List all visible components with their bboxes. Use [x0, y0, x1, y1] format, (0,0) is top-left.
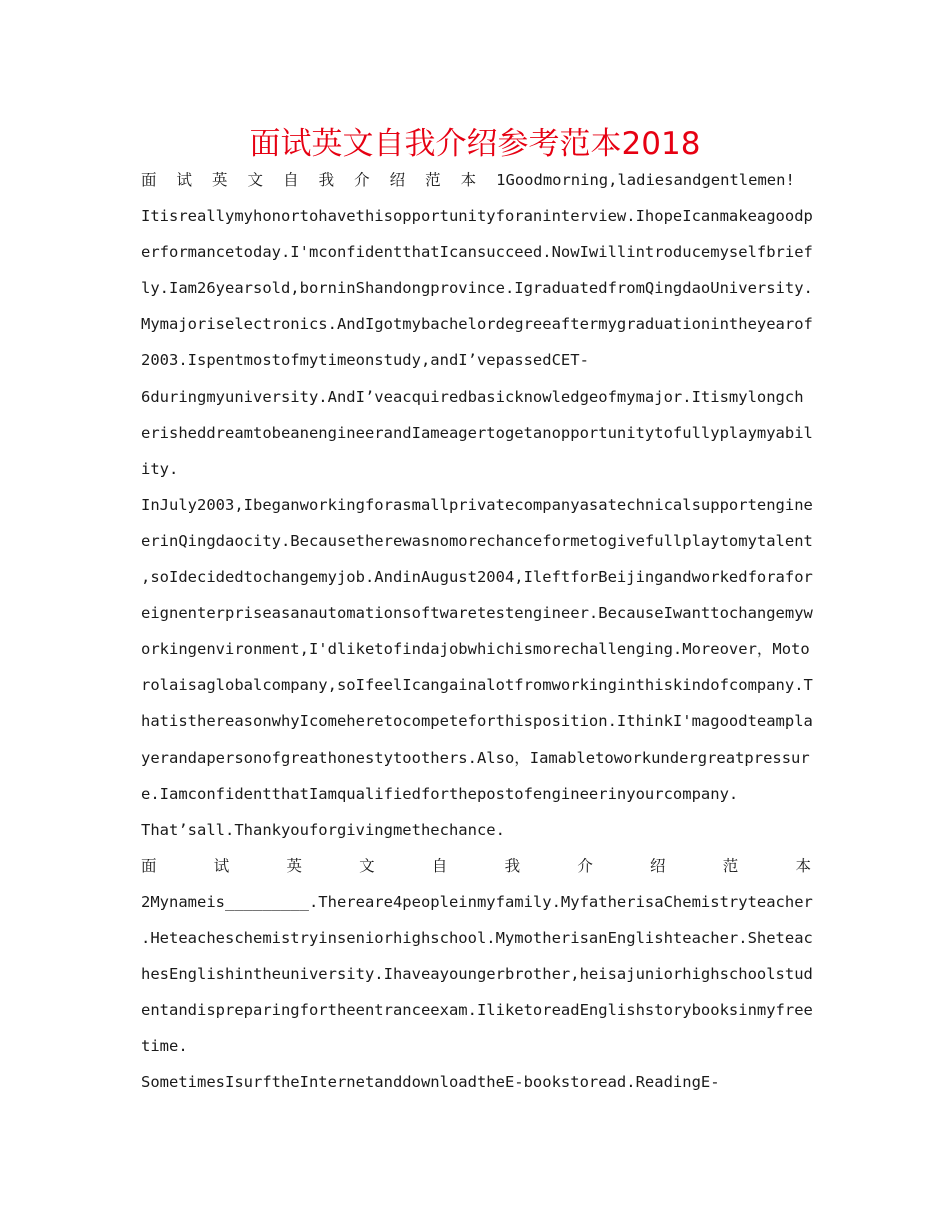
heading-2-char: 我	[504, 856, 521, 875]
heading-1-char: 自	[283, 171, 299, 189]
text-line: erinQingdaocity.Becausetherewasnomorechanceformetogivefullplaytomytalent	[141, 531, 813, 550]
text-line: e.IamconfidentthatIamqualifiedforthepostofengineerinyourcompany.	[141, 784, 739, 803]
heading-1-char: 试	[176, 171, 193, 189]
text-line: orkingenvironment,I'dliketofindajobwhichismorechallenging.Moreover，Moto	[141, 640, 810, 659]
heading-2-char: 文	[359, 856, 375, 875]
text-line: 6duringmyuniversity.AndI’veacquiredbasicknowledgeofmymajor.Itismylongch	[141, 387, 804, 406]
heading-2-char: 自	[431, 856, 448, 875]
heading-2-char: 绍	[650, 856, 666, 875]
document-title: 面试英文自我介绍参考范本2018	[249, 126, 701, 162]
heading-2-char: 本	[795, 856, 811, 875]
heading-1-char: 介	[354, 171, 370, 189]
heading-1-char: 绍	[389, 171, 406, 189]
heading-2-char: 范	[722, 856, 739, 875]
text-line: time.	[141, 1037, 188, 1056]
heading-1-char: 我	[318, 171, 335, 189]
heading-2-char: 介	[577, 856, 593, 875]
text-line: eignenterpriseasanautomationsoftwaretestengineer.BecauseIwanttochangemyw	[141, 604, 813, 623]
text-line: hesEnglishintheuniversity.Ihaveayoungerbrother,heisajuniorhighschoolstud	[141, 965, 813, 984]
text-line: ly.Iam26yearsold,borninShandongprovince.IgraduatedfromQingdaoUniversity.	[141, 279, 813, 298]
text-line: rolaisaglobalcompany,soIfeelIcangainalotfromworkinginthiskindofcompany.T	[141, 676, 813, 695]
heading-1-char: 本	[460, 171, 477, 189]
text-line: SometimesIsurftheInternetanddownloadtheE-bookstoread.ReadingE-	[141, 1073, 720, 1092]
text-line: erformancetoday.I'mconfidentthatIcansucceed.NowIwillintroducemyselfbrief	[141, 243, 813, 262]
heading-1-char: 范	[425, 171, 441, 189]
text-line: InJuly2003,Ibeganworkingforasmallprivatecompanyasatechnicalsupportengine	[141, 495, 813, 514]
text-line: .Heteacheschemistryinseniorhighschool.MymotherisanEnglishteacher.Sheteac	[141, 928, 813, 947]
heading-line-1	[141, 162, 811, 198]
heading-2-char: 英	[286, 856, 302, 875]
text-line: Itisreallymyhonortohavethisopportunityforaninterview.IhopeIcanmakeagoodp	[141, 207, 813, 226]
heading-1-char: 面	[141, 171, 157, 189]
text-line: 2Mynameis_________.Thereare4peopleinmyfamily.MyfatherisaChemistryteacher	[141, 892, 813, 911]
heading-1-tail: 1Goodmorning,ladiesandgentlemen!	[496, 171, 795, 189]
document-body	[141, 162, 811, 1100]
text-line: ,soIdecidedtochangemyjob.AndinAugust2004,IleftforBeijingandworkedforafor	[141, 568, 813, 587]
heading-1-char: 英	[212, 171, 228, 189]
text-line: erisheddreamtobeanengineerandIameagertogetanopportunitytofullyplaymyabil	[141, 423, 813, 442]
text-line: That’sall.Thankyouforgivingmethechance.	[141, 820, 505, 839]
text-line: Mymajoriselectronics.AndIgotmybachelordegreeaftermygraduationintheyearof	[141, 315, 813, 334]
heading-2-char: 试	[213, 856, 230, 875]
heading-1-char: 文	[247, 171, 264, 189]
text-line: entandispreparingfortheentranceexam.IliketoreadEnglishstorybooksinmyfree	[141, 1001, 813, 1020]
heading-2-char: 面	[141, 856, 157, 875]
text-line: hatisthereasonwhyIcomeheretocompeteforthisposition.IthinkI'magoodteampla	[141, 712, 813, 731]
text-line: 2003.Ispentmostofmytimeonstudy,andI’vepassedCET-	[141, 351, 589, 370]
heading-line-2	[141, 848, 811, 884]
text-line: ity.	[141, 459, 179, 478]
text-line: yerandapersonofgreathonestytoothers.Also，Iamabletoworkundergreatpressur	[141, 748, 810, 767]
